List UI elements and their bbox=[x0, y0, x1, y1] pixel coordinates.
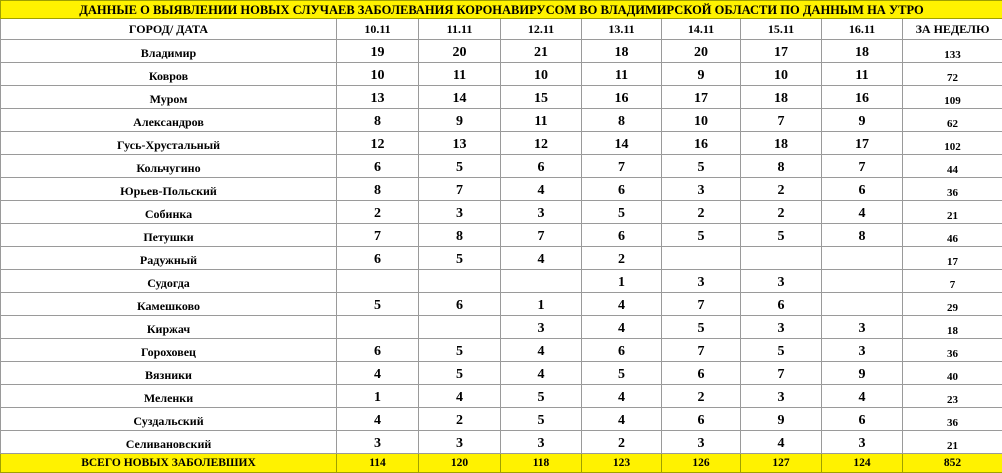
daily-cases-cell: 4 bbox=[501, 247, 582, 270]
week-total-cell: 29 bbox=[903, 293, 1002, 316]
table-row bbox=[1, 224, 1002, 247]
total-label: ВСЕГО НОВЫХ ЗАБОЛЕВШИХ bbox=[1, 454, 337, 473]
table-row bbox=[1, 270, 1002, 293]
daily-cases-cell: 10 bbox=[741, 63, 822, 86]
daily-cases-cell: 17 bbox=[662, 86, 741, 109]
daily-cases-cell: 3 bbox=[822, 339, 903, 362]
daily-cases-cell: 4 bbox=[501, 362, 582, 385]
daily-cases-cell: 6 bbox=[501, 155, 582, 178]
daily-cases-cell: 9 bbox=[822, 109, 903, 132]
daily-cases-cell: 13 bbox=[337, 86, 419, 109]
table-row bbox=[1, 201, 1002, 224]
daily-cases-cell: 7 bbox=[501, 224, 582, 247]
week-total-cell: 7 bbox=[903, 270, 1002, 293]
daily-cases-cell: 18 bbox=[582, 40, 662, 63]
daily-cases-cell: 4 bbox=[582, 316, 662, 339]
daily-cases-cell: 4 bbox=[822, 385, 903, 408]
table-row bbox=[1, 247, 1002, 270]
daily-cases-cell: 5 bbox=[741, 224, 822, 247]
table-row bbox=[1, 155, 1002, 178]
header-date-11-11: 11.11 bbox=[419, 19, 501, 40]
daily-cases-cell: 5 bbox=[419, 155, 501, 178]
daily-cases-cell: 5 bbox=[741, 339, 822, 362]
daily-cases-cell bbox=[337, 270, 419, 293]
week-total-cell: 17 bbox=[903, 247, 1002, 270]
daily-cases-cell: 10 bbox=[662, 109, 741, 132]
daily-cases-cell: 4 bbox=[501, 339, 582, 362]
daily-cases-cell: 7 bbox=[582, 155, 662, 178]
daily-cases-cell: 6 bbox=[582, 224, 662, 247]
daily-cases-cell: 15 bbox=[501, 86, 582, 109]
daily-cases-cell: 20 bbox=[662, 40, 741, 63]
daily-cases-cell: 4 bbox=[741, 431, 822, 454]
daily-cases-cell: 2 bbox=[419, 408, 501, 431]
daily-cases-cell: 7 bbox=[741, 362, 822, 385]
city-name-cell: Петушки bbox=[1, 224, 337, 247]
daily-cases-cell: 7 bbox=[662, 339, 741, 362]
city-name-cell: Селивановский bbox=[1, 431, 337, 454]
daily-cases-cell: 7 bbox=[662, 293, 741, 316]
city-name-cell: Суздальский bbox=[1, 408, 337, 431]
header-city-date: ГОРОД/ ДАТА bbox=[1, 19, 337, 40]
daily-cases-cell: 6 bbox=[337, 339, 419, 362]
total-daily-cell: 118 bbox=[501, 454, 582, 473]
table-row bbox=[1, 293, 1002, 316]
week-total-cell: 72 bbox=[903, 63, 1002, 86]
city-name-cell: Вязники bbox=[1, 362, 337, 385]
table-row bbox=[1, 63, 1002, 86]
daily-cases-cell: 3 bbox=[501, 431, 582, 454]
daily-cases-cell: 3 bbox=[822, 431, 903, 454]
daily-cases-cell: 19 bbox=[337, 40, 419, 63]
daily-cases-cell: 3 bbox=[337, 431, 419, 454]
daily-cases-cell: 1 bbox=[501, 293, 582, 316]
daily-cases-cell: 5 bbox=[501, 385, 582, 408]
city-name-cell: Гороховец bbox=[1, 339, 337, 362]
daily-cases-cell: 2 bbox=[337, 201, 419, 224]
table-title: ДАННЫЕ О ВЫЯВЛЕНИИ НОВЫХ СЛУЧАЕВ ЗАБОЛЕВАНИЯ КОРОНАВИРУСОМ ВО ВЛАДИМИРСКОЙ ОБЛАСТИ ПО ДАННЫМ НА УТРО bbox=[1, 1, 1002, 19]
daily-cases-cell: 5 bbox=[419, 362, 501, 385]
daily-cases-cell bbox=[822, 247, 903, 270]
daily-cases-cell: 4 bbox=[822, 201, 903, 224]
city-name-cell: Камешково bbox=[1, 293, 337, 316]
table-row bbox=[1, 362, 1002, 385]
total-daily-cell: 127 bbox=[741, 454, 822, 473]
header-date-16-11: 16.11 bbox=[822, 19, 903, 40]
total-week-cell: 852 bbox=[903, 454, 1002, 473]
week-total-cell: 36 bbox=[903, 178, 1002, 201]
week-total-cell: 36 bbox=[903, 339, 1002, 362]
daily-cases-cell: 4 bbox=[337, 408, 419, 431]
daily-cases-cell: 8 bbox=[741, 155, 822, 178]
total-daily-cell: 120 bbox=[419, 454, 501, 473]
daily-cases-cell: 2 bbox=[582, 431, 662, 454]
daily-cases-cell bbox=[419, 316, 501, 339]
daily-cases-cell: 2 bbox=[662, 385, 741, 408]
week-total-cell: 36 bbox=[903, 408, 1002, 431]
daily-cases-cell: 5 bbox=[662, 224, 741, 247]
total-daily-cell: 124 bbox=[822, 454, 903, 473]
daily-cases-cell: 8 bbox=[419, 224, 501, 247]
week-total-cell: 18 bbox=[903, 316, 1002, 339]
daily-cases-cell: 5 bbox=[582, 201, 662, 224]
daily-cases-cell: 9 bbox=[822, 362, 903, 385]
table-row bbox=[1, 178, 1002, 201]
week-total-cell: 109 bbox=[903, 86, 1002, 109]
daily-cases-cell: 5 bbox=[501, 408, 582, 431]
total-daily-cell: 123 bbox=[582, 454, 662, 473]
daily-cases-cell bbox=[822, 293, 903, 316]
total-daily-cell: 126 bbox=[662, 454, 741, 473]
daily-cases-cell: 8 bbox=[337, 109, 419, 132]
daily-cases-cell: 5 bbox=[419, 339, 501, 362]
header-date-12-11: 12.11 bbox=[501, 19, 582, 40]
daily-cases-cell: 18 bbox=[741, 132, 822, 155]
city-name-cell: Гусь-Хрустальный bbox=[1, 132, 337, 155]
daily-cases-cell: 6 bbox=[337, 155, 419, 178]
daily-cases-cell: 3 bbox=[501, 316, 582, 339]
daily-cases-cell: 6 bbox=[582, 178, 662, 201]
daily-cases-cell: 5 bbox=[662, 155, 741, 178]
daily-cases-cell: 8 bbox=[582, 109, 662, 132]
daily-cases-cell: 11 bbox=[822, 63, 903, 86]
city-name-cell: Собинка bbox=[1, 201, 337, 224]
table-row bbox=[1, 316, 1002, 339]
table-row bbox=[1, 408, 1002, 431]
daily-cases-cell: 17 bbox=[741, 40, 822, 63]
daily-cases-cell: 3 bbox=[419, 201, 501, 224]
daily-cases-cell: 10 bbox=[501, 63, 582, 86]
daily-cases-cell: 7 bbox=[741, 109, 822, 132]
week-total-cell: 23 bbox=[903, 385, 1002, 408]
daily-cases-cell: 12 bbox=[501, 132, 582, 155]
table-row bbox=[1, 385, 1002, 408]
daily-cases-cell bbox=[337, 316, 419, 339]
daily-cases-cell: 8 bbox=[337, 178, 419, 201]
week-total-cell: 44 bbox=[903, 155, 1002, 178]
daily-cases-cell: 4 bbox=[501, 178, 582, 201]
daily-cases-cell: 4 bbox=[419, 385, 501, 408]
daily-cases-cell: 13 bbox=[419, 132, 501, 155]
daily-cases-cell: 18 bbox=[741, 86, 822, 109]
header-row bbox=[1, 19, 1002, 40]
daily-cases-cell: 2 bbox=[741, 178, 822, 201]
header-date-10-11: 10.11 bbox=[337, 19, 419, 40]
daily-cases-cell: 3 bbox=[662, 431, 741, 454]
daily-cases-cell: 2 bbox=[582, 247, 662, 270]
daily-cases-cell: 11 bbox=[501, 109, 582, 132]
daily-cases-cell: 9 bbox=[419, 109, 501, 132]
daily-cases-cell: 3 bbox=[662, 178, 741, 201]
title-row bbox=[1, 1, 1002, 19]
daily-cases-cell: 7 bbox=[337, 224, 419, 247]
daily-cases-cell: 16 bbox=[582, 86, 662, 109]
daily-cases-cell: 3 bbox=[741, 270, 822, 293]
daily-cases-cell: 20 bbox=[419, 40, 501, 63]
header-date-15-11: 15.11 bbox=[741, 19, 822, 40]
city-name-cell: Судогда bbox=[1, 270, 337, 293]
table-row bbox=[1, 109, 1002, 132]
daily-cases-cell: 3 bbox=[419, 431, 501, 454]
daily-cases-cell: 4 bbox=[582, 408, 662, 431]
daily-cases-cell: 5 bbox=[419, 247, 501, 270]
table-row bbox=[1, 431, 1002, 454]
daily-cases-cell: 9 bbox=[662, 63, 741, 86]
daily-cases-cell: 5 bbox=[662, 316, 741, 339]
city-name-cell: Киржач bbox=[1, 316, 337, 339]
table-row bbox=[1, 132, 1002, 155]
daily-cases-cell: 6 bbox=[822, 178, 903, 201]
daily-cases-cell bbox=[662, 247, 741, 270]
week-total-cell: 102 bbox=[903, 132, 1002, 155]
daily-cases-cell: 6 bbox=[662, 362, 741, 385]
daily-cases-cell: 7 bbox=[822, 155, 903, 178]
daily-cases-cell: 14 bbox=[582, 132, 662, 155]
table-row bbox=[1, 86, 1002, 109]
city-name-cell: Радужный bbox=[1, 247, 337, 270]
daily-cases-cell: 16 bbox=[822, 86, 903, 109]
daily-cases-cell: 2 bbox=[741, 201, 822, 224]
total-daily-cell: 114 bbox=[337, 454, 419, 473]
daily-cases-cell: 1 bbox=[582, 270, 662, 293]
city-name-cell: Муром bbox=[1, 86, 337, 109]
week-total-cell: 62 bbox=[903, 109, 1002, 132]
daily-cases-cell: 7 bbox=[419, 178, 501, 201]
daily-cases-cell bbox=[822, 270, 903, 293]
week-total-cell: 133 bbox=[903, 40, 1002, 63]
header-date-14-11: 14.11 bbox=[662, 19, 741, 40]
table-row bbox=[1, 339, 1002, 362]
daily-cases-cell: 17 bbox=[822, 132, 903, 155]
daily-cases-cell: 18 bbox=[822, 40, 903, 63]
daily-cases-cell: 2 bbox=[662, 201, 741, 224]
city-name-cell: Кольчугино bbox=[1, 155, 337, 178]
daily-cases-cell: 5 bbox=[337, 293, 419, 316]
daily-cases-cell: 11 bbox=[419, 63, 501, 86]
daily-cases-cell: 10 bbox=[337, 63, 419, 86]
week-total-cell: 40 bbox=[903, 362, 1002, 385]
daily-cases-cell: 1 bbox=[337, 385, 419, 408]
total-row bbox=[1, 454, 1002, 473]
daily-cases-cell: 8 bbox=[822, 224, 903, 247]
city-name-cell: Меленки bbox=[1, 385, 337, 408]
daily-cases-cell bbox=[419, 270, 501, 293]
week-total-cell: 21 bbox=[903, 431, 1002, 454]
city-name-cell: Ковров bbox=[1, 63, 337, 86]
daily-cases-cell bbox=[501, 270, 582, 293]
week-total-cell: 21 bbox=[903, 201, 1002, 224]
daily-cases-cell: 6 bbox=[741, 293, 822, 316]
city-name-cell: Юрьев-Польский bbox=[1, 178, 337, 201]
daily-cases-cell: 4 bbox=[337, 362, 419, 385]
daily-cases-cell: 3 bbox=[741, 385, 822, 408]
table-row bbox=[1, 40, 1002, 63]
daily-cases-cell: 11 bbox=[582, 63, 662, 86]
header-week-total: ЗА НЕДЕЛЮ bbox=[903, 19, 1002, 40]
daily-cases-cell: 5 bbox=[582, 362, 662, 385]
daily-cases-cell: 3 bbox=[501, 201, 582, 224]
city-name-cell: Владимир bbox=[1, 40, 337, 63]
daily-cases-cell: 6 bbox=[662, 408, 741, 431]
daily-cases-cell: 4 bbox=[582, 293, 662, 316]
daily-cases-cell: 21 bbox=[501, 40, 582, 63]
daily-cases-cell: 6 bbox=[419, 293, 501, 316]
city-name-cell: Александров bbox=[1, 109, 337, 132]
daily-cases-cell bbox=[741, 247, 822, 270]
week-total-cell: 46 bbox=[903, 224, 1002, 247]
daily-cases-cell: 3 bbox=[822, 316, 903, 339]
daily-cases-cell: 12 bbox=[337, 132, 419, 155]
daily-cases-cell: 3 bbox=[741, 316, 822, 339]
daily-cases-cell: 6 bbox=[822, 408, 903, 431]
daily-cases-cell: 9 bbox=[741, 408, 822, 431]
daily-cases-cell: 3 bbox=[662, 270, 741, 293]
daily-cases-cell: 4 bbox=[582, 385, 662, 408]
daily-cases-cell: 6 bbox=[582, 339, 662, 362]
daily-cases-cell: 16 bbox=[662, 132, 741, 155]
daily-cases-cell: 14 bbox=[419, 86, 501, 109]
header-date-13-11: 13.11 bbox=[582, 19, 662, 40]
daily-cases-cell: 6 bbox=[337, 247, 419, 270]
